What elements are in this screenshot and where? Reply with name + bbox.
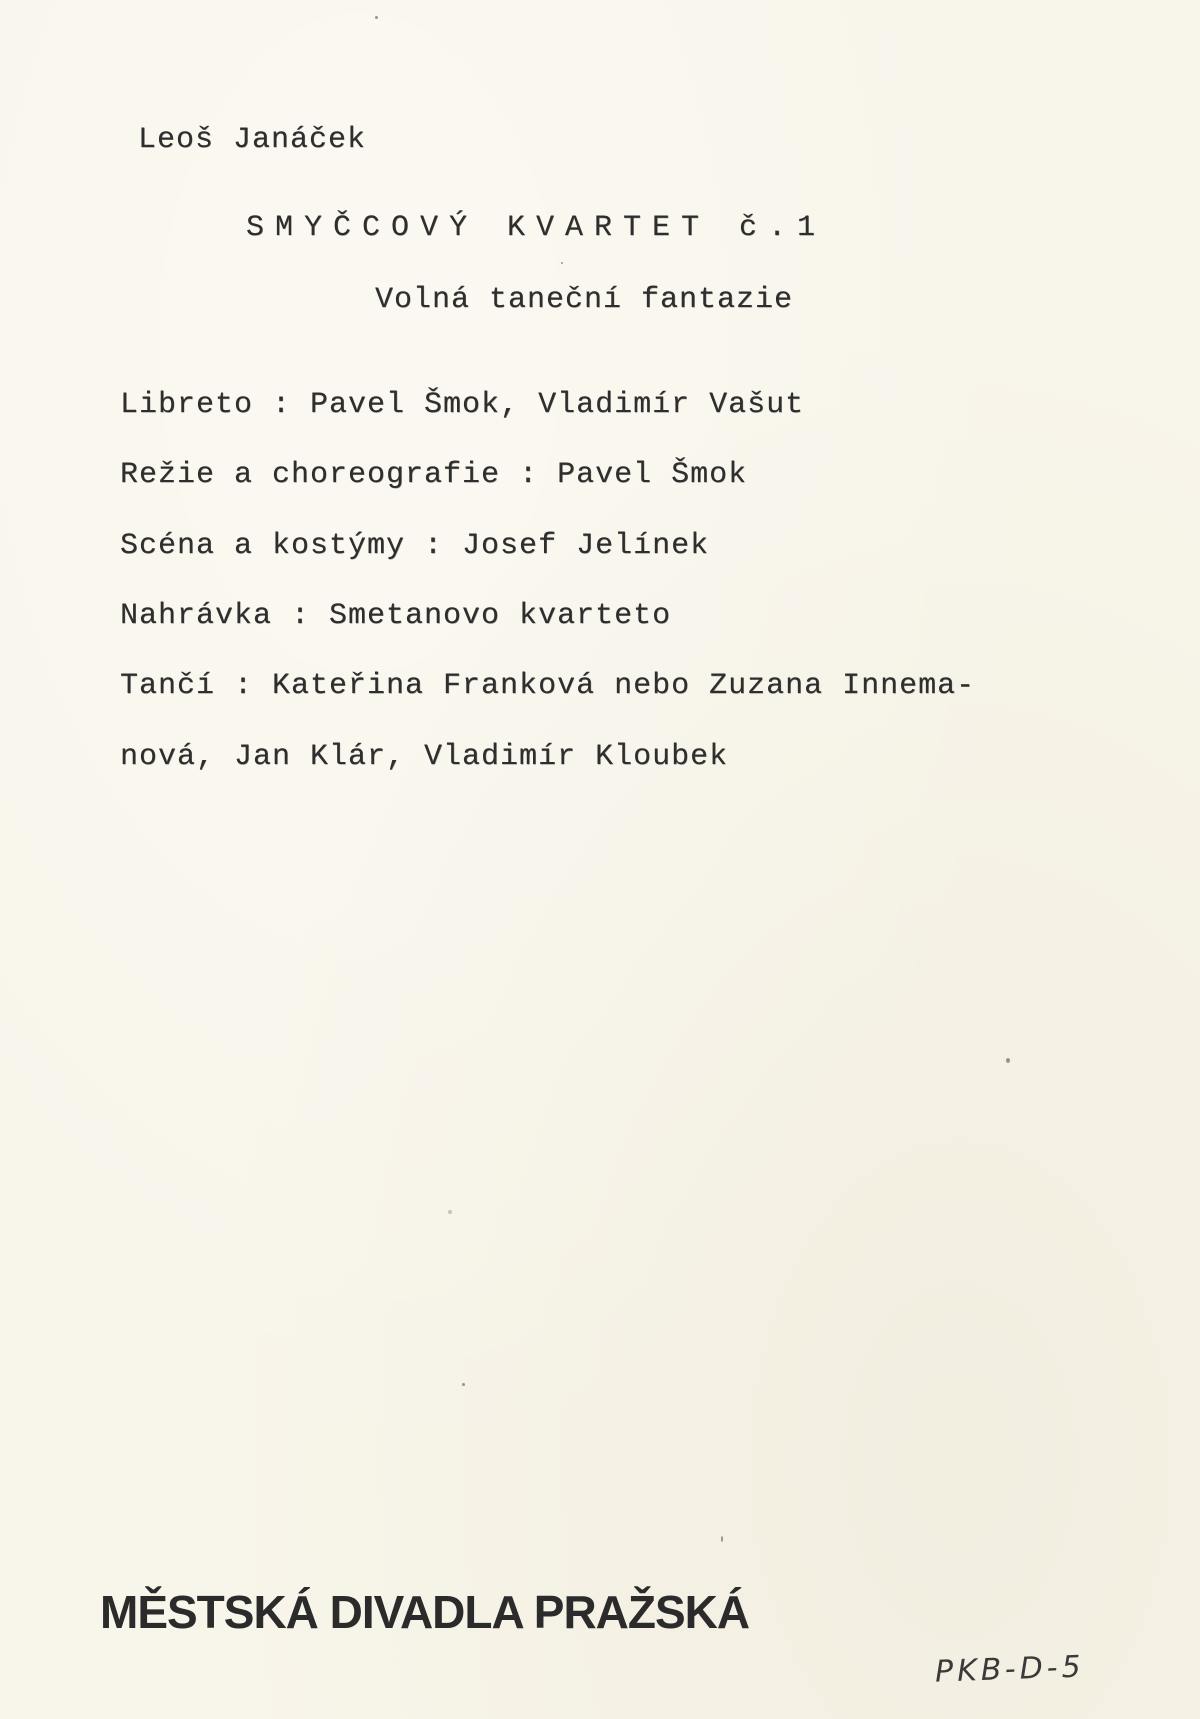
- paper-speck: [721, 1536, 723, 1542]
- archive-code-handwritten: PKB-D-5: [934, 1649, 1086, 1690]
- paper-speck: [462, 1383, 465, 1386]
- credit-libretto: Libreto : Pavel Šmok, Vladimír Vašut: [120, 388, 805, 422]
- credit-dancers-line-1: Tančí : Kateřina Franková nebo Zuzana Innema-: [120, 669, 976, 703]
- paper-speck: [448, 1210, 452, 1214]
- publisher-stamp: MĚSTSKÁ DIVADLA PRAŽSKÁ: [100, 1586, 750, 1638]
- credit-recording: Nahrávka : Smetanovo kvarteto: [120, 599, 672, 633]
- paper-speck: [1006, 1058, 1010, 1063]
- credit-scenery-costumes: Scéna a kostýmy : Josef Jelínek: [120, 529, 710, 563]
- credit-dancers-line-2: nová, Jan Klár, Vladimír Kloubek: [120, 740, 729, 774]
- credit-direction-choreography: Režie a choreografie : Pavel Šmok: [120, 458, 748, 492]
- work-title: SMYČCOVÝ KVARTET č.1: [246, 211, 827, 245]
- work-subtitle: Volná taneční fantazie: [375, 283, 794, 317]
- paper-speck: [375, 16, 378, 19]
- composer-name: Leoš Janáček: [138, 123, 367, 157]
- paper-speck: [561, 262, 563, 264]
